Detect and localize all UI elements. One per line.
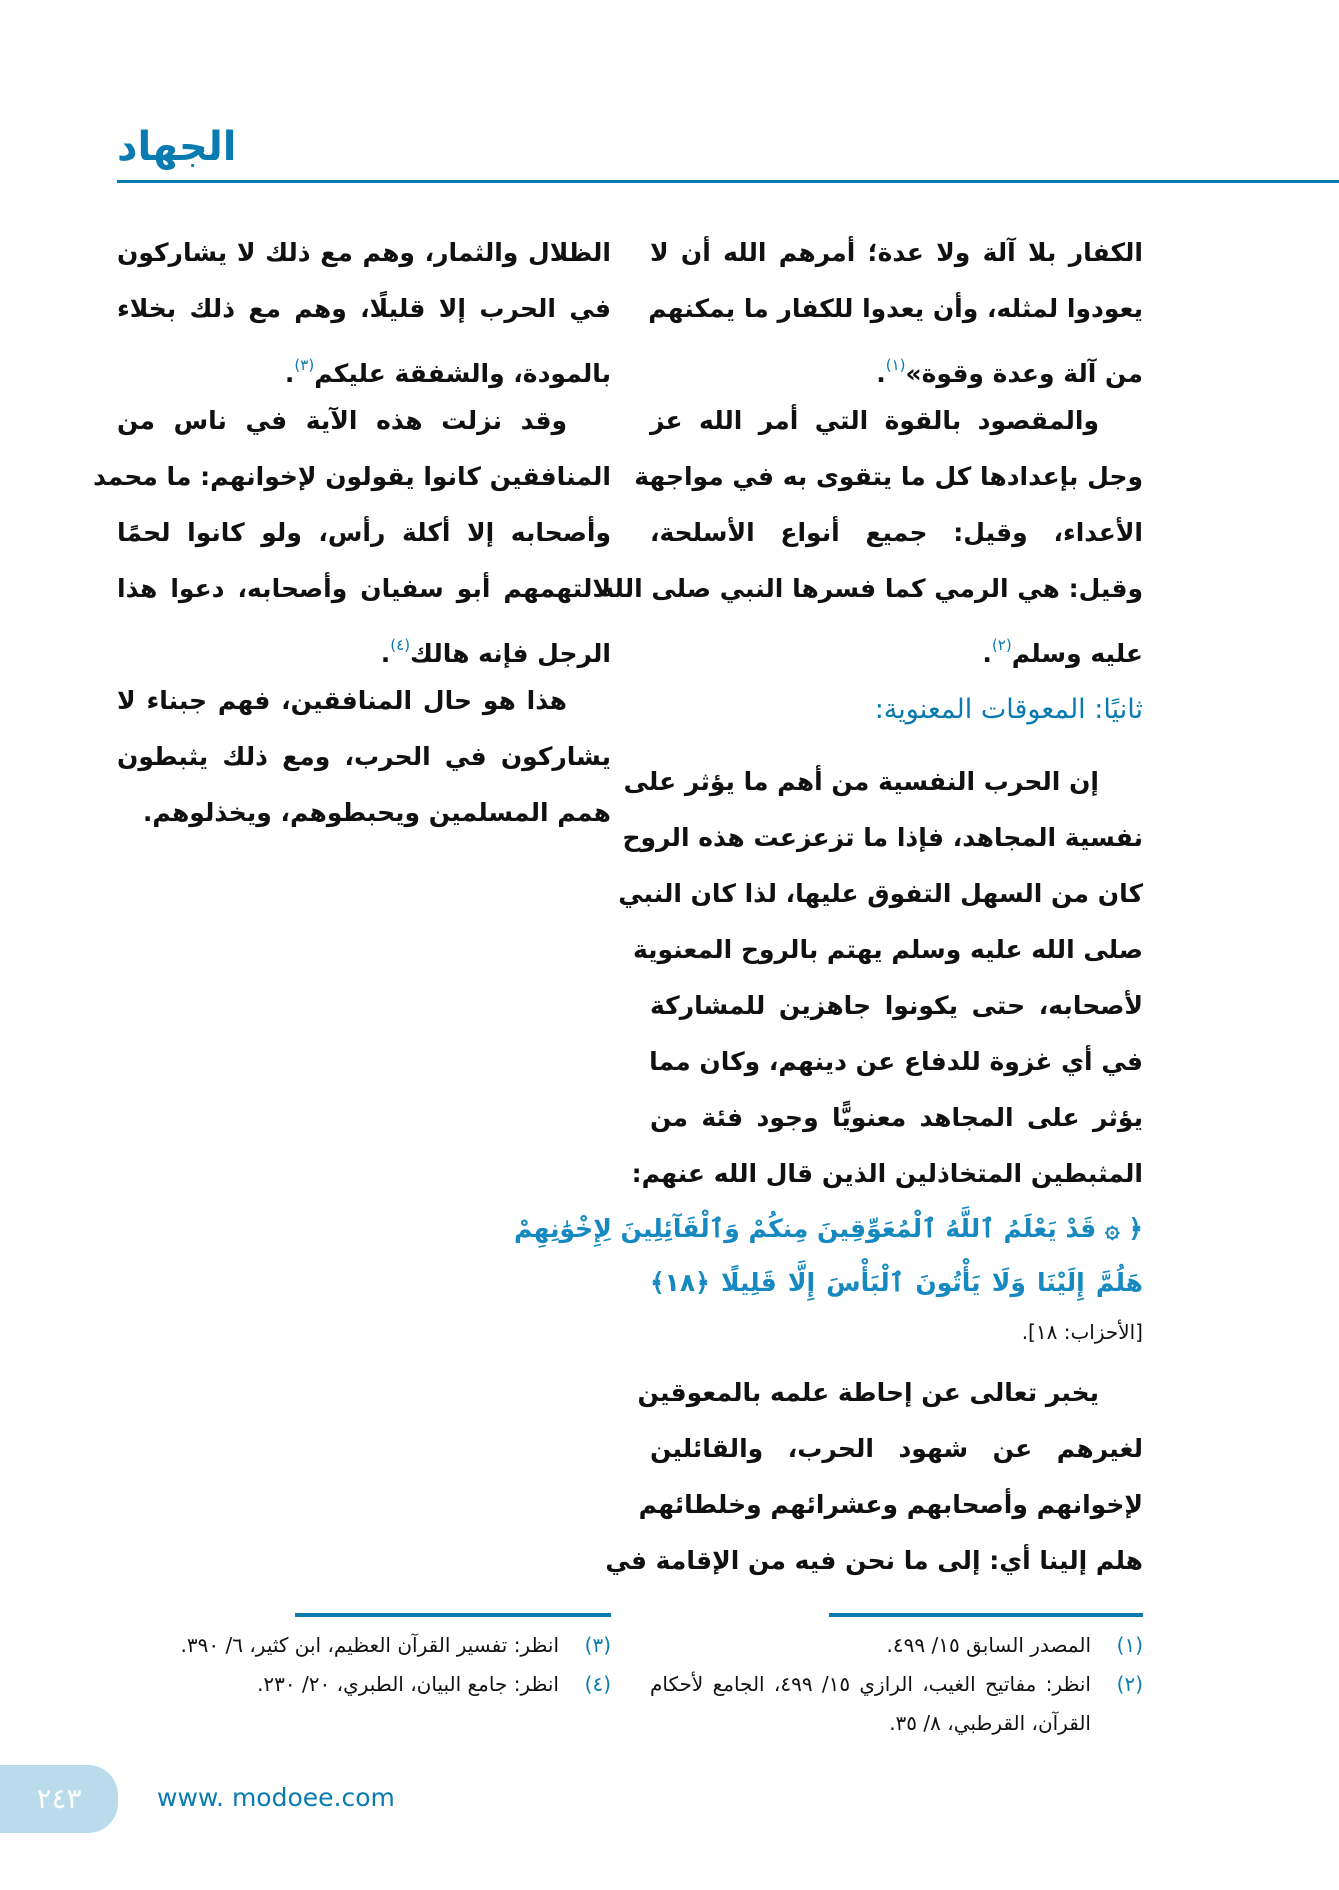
text-line: والمقصود بالقوة التي أمر الله عز — [650, 406, 1099, 435]
text-span: عليه وسلم — [1011, 639, 1143, 668]
period: . — [380, 639, 391, 668]
text-line: إن الحرب النفسية من أهم ما يؤثر على — [623, 767, 1099, 796]
text-line: لالتهمهم أبو سفيان وأصحابه، دعوا هذا — [117, 574, 611, 603]
text-line: همم المسلمين ويحبطوهم، ويخذلوهم. — [142, 798, 611, 827]
text-line: الكفار بلا آلة ولا عدة؛ أمرهم الله أن لا — [650, 238, 1143, 267]
text-line: وقد نزلت هذه الآية في ناس من — [117, 406, 567, 435]
text-line: في أي غزوة للدفاع عن دينهم، وكان مما — [649, 1047, 1143, 1076]
text-line: كان من السهل التفوق عليها، لذا كان النبي — [618, 879, 1143, 908]
text-line: يعودوا لمثله، وأن يعدوا للكفار ما يمكنهم — [648, 294, 1143, 323]
verse-reference: [الأحزاب: ١٨]. — [1021, 1320, 1143, 1344]
footnote-number: (٤) — [584, 1672, 611, 1696]
footnote-text: انظر: جامع البيان، الطبري، ٢٠/ ٢٣٠. — [257, 1672, 559, 1696]
text-line — [117, 617, 611, 673]
footnote-text: انظر: تفسير القرآن العظيم، ابن كثير، ٦/ ٣٩٠. — [180, 1633, 559, 1657]
text-line: هلم إلينا أي: إلى ما نحن فيه من الإقامة في — [605, 1546, 1143, 1575]
footnote — [117, 1665, 611, 1704]
footnote-number: (٣) — [584, 1633, 611, 1657]
text-line: لغيرهم عن شهود الحرب، والقائلين — [650, 1434, 1143, 1463]
text-span: بالمودة، والشفقة عليكم — [314, 359, 611, 388]
left-column — [93, 225, 611, 841]
text-line: صلى الله عليه وسلم يهتم بالروح المعنوية — [632, 935, 1143, 964]
footnote-ref[interactable]: (٣) — [294, 356, 315, 374]
footnotes-left — [117, 1626, 611, 1704]
text-line: المنافقين كانوا يقولون لإخوانهم: ما محمد — [93, 462, 611, 491]
text-span: الرجل فإنه هالك — [410, 639, 611, 668]
text-line: لإخوانهم وأصحابهم وعشرائهم وخلطائهم — [638, 1490, 1143, 1519]
footnote-rule-left — [295, 1613, 611, 1617]
text-line: المثبطين المتخاذلين الذين قال الله عنهم: — [631, 1159, 1143, 1188]
quran-verse-line: ﴿ ۞ قَدْ يَعْلَمُ ٱللَّهُ ٱلْمُعَوِّقِينَ مِنكُمْ وَٱلْقَآئِلِينَ لِإِخْوَٰنِهِمْ — [514, 1214, 1143, 1243]
footnote — [650, 1665, 1143, 1743]
text-span: من آلة وعدة وقوة» — [905, 359, 1143, 388]
footnote-number: (٢) — [1116, 1672, 1143, 1696]
text-line — [650, 337, 1143, 393]
period: . — [982, 639, 992, 668]
period: . — [876, 359, 886, 388]
text-line: وأصحابه إلا أكلة رأس، ولو كانوا لحمًا — [117, 518, 611, 547]
period: . — [284, 359, 295, 388]
chapter-title: الجهاد — [117, 124, 237, 170]
footnotes-right — [650, 1626, 1143, 1743]
footnote-text: المصدر السابق ١٥/ ٤٩٩. — [886, 1633, 1091, 1657]
right-column — [514, 225, 1143, 1589]
footnote — [650, 1626, 1143, 1665]
footnote-ref[interactable]: (٤) — [390, 636, 411, 654]
footnote-ref[interactable]: (٢) — [991, 636, 1012, 654]
text-line: في الحرب إلا قليلًا، وهم مع ذلك بخلاء — [117, 294, 611, 323]
text-line: يشاركون في الحرب، ومع ذلك يثبطون — [117, 742, 611, 771]
text-line — [117, 337, 611, 393]
text-line: نفسية المجاهد، فإذا ما تزعزعت هذه الروح — [622, 823, 1143, 852]
page-number: ٢٤٣ — [0, 1765, 118, 1833]
section-heading: ثانيًا: المعوقات المعنوية: — [874, 694, 1143, 725]
text-line: هذا هو حال المنافقين، فهم جبناء لا — [117, 686, 567, 715]
text-line — [650, 617, 1143, 673]
text-line: الظلال والثمار، وهم مع ذلك لا يشاركون — [117, 238, 611, 267]
footnote-number: (١) — [1116, 1633, 1143, 1657]
text-line: يخبر تعالى عن إحاطة علمه بالمعوقين — [637, 1378, 1099, 1407]
text-line: لأصحابه، حتى يكونوا جاهزين للمشاركة — [650, 991, 1143, 1020]
header-rule — [117, 180, 1339, 183]
footnote-rule-right — [829, 1613, 1143, 1617]
text-line: وجل بإعدادها كل ما يتقوى به في مواجهة — [634, 462, 1143, 491]
text-line: الأعداء، وقيل: جميع أنواع الأسلحة، — [650, 518, 1143, 547]
website-link[interactable]: www. modoee.com — [157, 1783, 395, 1812]
footnote — [117, 1626, 611, 1665]
text-line: وقيل: هي الرمي كما فسرها النبي صلى الله — [599, 574, 1143, 603]
footnote-text: انظر: مفاتيح الغيب، الرازي ١٥/ ٤٩٩، الجامع لأحكام القرآن، القرطبي، ٨/ ٣٥. — [650, 1672, 1091, 1735]
text-line: يؤثر على المجاهد معنويًّا وجود فئة من — [650, 1103, 1143, 1132]
quran-verse-line: هَلُمَّ إِلَيْنَا وَلَا يَأْتُونَ ٱلْبَأْسَ إِلَّا قَلِيلًا ﴿١٨﴾ — [650, 1268, 1143, 1297]
footnote-ref[interactable]: (١) — [885, 356, 906, 374]
